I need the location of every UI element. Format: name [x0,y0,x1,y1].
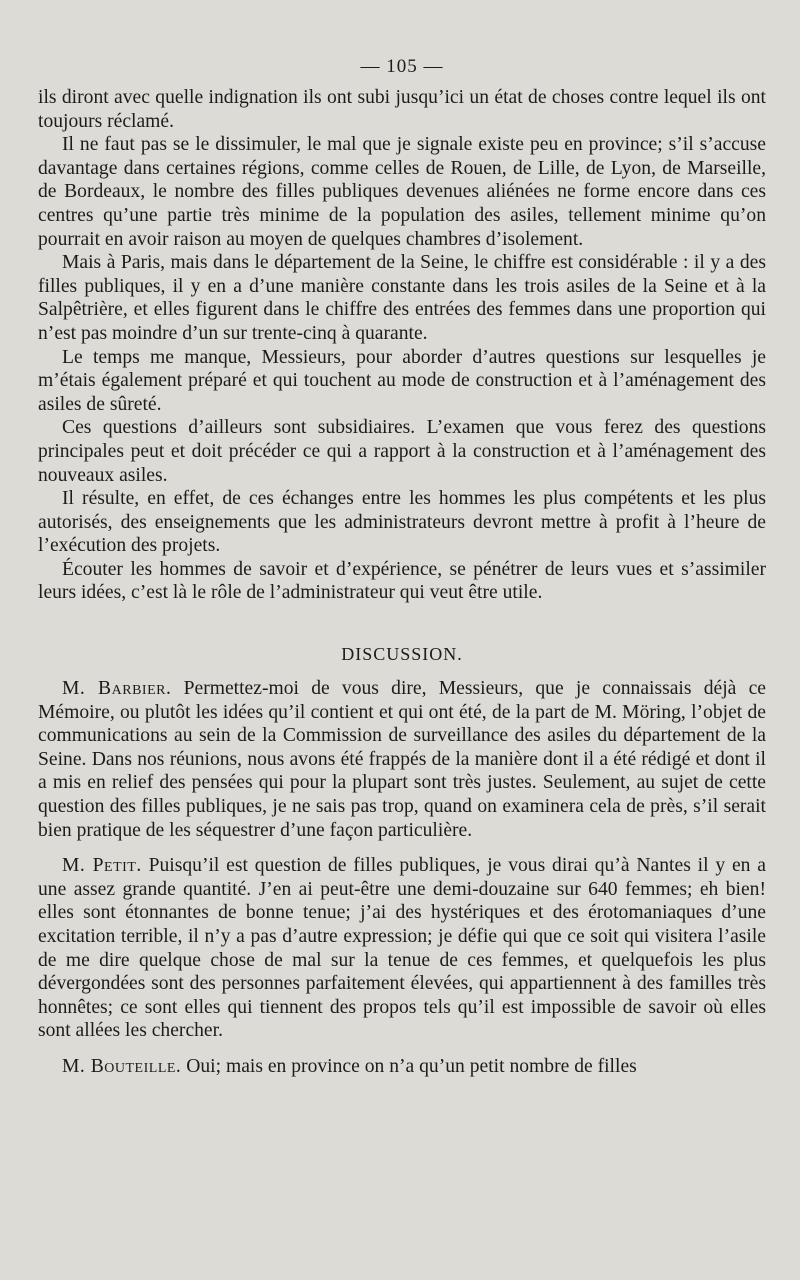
paragraph: ils diront avec quelle indignation ils ont subi jusqu’ici un état de choses contre lequel ils ont toujours réclamé. [38,87,766,132]
page-number: — 105 — [360,56,444,77]
paragraph: Il résulte, en effet, de ces échanges entre les hommes les plus compétents et les plus autorisés, des enseignements que les administrateurs devront mettre à profit à l’heure de l’exécution des projets. [38,488,766,557]
paragraph: Il ne faut pas se le dissimuler, le mal que je signale existe peu en province; s’il s’accuse davantage dans certaines régions, comme celles de Rouen, de Lille, de Lyon, de Marseille, de Bordeaux, le nombre des filles publiques devenues aliénées ne forme encore dans ces centres qu’une partie très minime de la population des asiles, tellement minime qu’on pourrait en avoir raison au moyen de quelques chambres d’isolement. [38,134,766,250]
speech-text: Permettez-moi de vous dire, Messieurs, que je connaissais déjà ce Mémoire, ou plutôt les idées qu’il contient et qui ont été, de la part de M. Möring, l’objet de communications au sein de la Commission de surveillance des asiles du département de la Seine. Dans nos réunions, nous avons été frappés de la manière dont il a été rédigé et dont il a mis en relief des pensées qui pour la plupart sont très justes. Seulement, au sujet de cette question des filles publiques, je ne sais pas trop, quand on examinera cela de près, s’il serait bien pratique de les séquestrer d’une façon particulière. [38,678,766,841]
speech-text: Oui; mais en province on n’a qu’un petit nombre de filles [181,1055,637,1077]
speaker-name: M. Barbier. [62,678,172,700]
speech-paragraph [38,1055,766,1079]
speech-paragraph [38,854,766,1043]
speech-paragraph [38,677,766,842]
section-heading: DISCUSSION. [341,644,463,665]
speaker-name: M. Petit. [62,855,142,877]
speech-text: Puisqu’il est question de filles publiques, je vous dirai qu’à Nantes il y en a une assez grande quantité. J’en ai peut-être une demi-douzaine sur 640 femmes; eh bien! elles sont étonnantes de bonne tenue; j’ai des hystériques et des érotomaniaques d’une excitation terrible, il n’y a pas d’autre expression; je défie qui que ce soit qui visitera l’asile de me dire quelque chose de mal sur la tenue de ces femmes, et quelquefois les plus dévergondées sont des personnes parfaitement élevées, qui appartiennent à des familles très honnêtes; ce sont elles qui tiennent des propos tels qu’il est impossible de savoir où elles sont allées les chercher. [38,855,766,1042]
paragraph: Ces questions d’ailleurs sont subsidiaires. L’examen que vous ferez des questions principales peut et doit précéder ce qui a rapport à la construction et à l’aménagement des nouveaux asiles. [38,417,766,486]
paragraph: Le temps me manque, Messieurs, pour aborder d’autres questions sur lesquelles je m’étais également préparé et qui touchent au mode de construction et à l’aménagement des asiles de sûreté. [38,346,766,415]
speaker-name: M. Bouteille. [62,1055,182,1077]
paragraph: Mais à Paris, mais dans le département de la Seine, le chiffre est considérable : il y a des filles publiques, il y en a d’une manière constante dans les trois asiles de la Seine et à la Salpêtrière, et elles figurent dans le chiffre des entrées des femmes dans une proportion qui n’est pas moindre d’un sur trente-cinq à quarante. [38,252,766,344]
paragraph: Écouter les hommes de savoir et d’expérience, se pénétrer de leurs vues et s’assimiler leurs idées, c’est là le rôle de l’administrateur qui veut être utile. [38,558,766,604]
